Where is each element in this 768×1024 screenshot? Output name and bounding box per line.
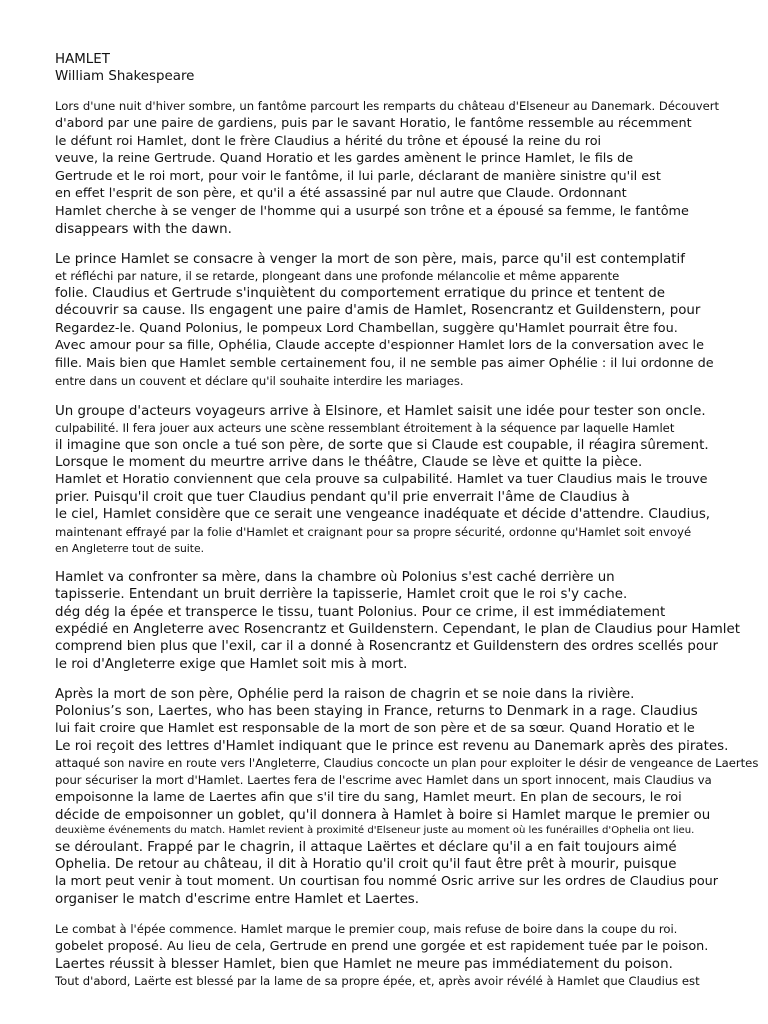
paragraph-line: le roi d'Angleterre exige que Hamlet soit mis à mort. — [55, 656, 408, 672]
paragraph-line: Laertes réussit à blesser Hamlet, bien que Hamlet ne meure pas immédiatement du poison. — [55, 956, 673, 972]
paragraph-line: empoisonne la lame de Laertes afin que s'il tire du sang, Hamlet meurt. En plan de secours, le roi — [55, 790, 682, 806]
paragraph — [55, 569, 767, 673]
paragraph-line: Gertrude et le roi mort, pour voir le fantôme, il lui parle, déclarant de manière sinistre qu'il est — [55, 168, 661, 184]
paragraph-line: Hamlet cherche à se venger de l'homme qui a usurpé son trône et a épousé sa femme, le fantôme — [55, 203, 689, 219]
paragraph — [55, 251, 767, 390]
paragraph-line: Tout d'abord, Laërte est blessé par la lame de sa propre épée, et, après avoir révélé à Hamlet que Claudius est — [55, 974, 700, 989]
paragraph-line: Lorsque le moment du meurtre arrive dans le théâtre, Claude se lève et quitte la pièce. — [55, 455, 643, 471]
paragraph-line: le ciel, Hamlet considère que ce serait une vengeance inadéquate et décide d'attendre. Claudius, — [55, 507, 711, 523]
paragraph-line: et réfléchi par nature, il se retarde, plongeant dans une profonde mélancolie et même apparente — [55, 269, 620, 284]
paragraph-line: organiser le match d'escrime entre Hamlet et Laertes. — [55, 891, 420, 907]
paragraph-line: Après la mort de son père, Ophélie perd la raison de chagrin et se noie dans la rivière. — [55, 686, 635, 702]
paragraph-line: dég dég la épée et transperce le tissu, tuant Polonius. Pour ce crime, il est immédiatement — [55, 604, 666, 620]
paragraph-line: deuxième événements du match. Hamlet revient à proximité d'Elseneur juste au moment où les funérailles d'Ophelia ont lieu. — [55, 825, 695, 837]
paragraph-line: comprend bien plus que l'exil, car il a donné à Rosencrantz et Guildenstern des ordres scellés pour — [55, 639, 719, 655]
paragraph-line: fille. Mais bien que Hamlet semble certainement fou, il ne semble pas aimer Ophélie : il lui ordonne de — [55, 355, 714, 371]
paragraph-line: entre dans un couvent et déclare qu'il souhaite interdire les mariages. — [55, 373, 464, 388]
document-body — [55, 98, 767, 990]
paragraph-line: gobelet proposé. Au lieu de cela, Gertrude en prend une gorgée et est rapidement tuée par le poison. — [55, 939, 709, 955]
paragraph-line: le défunt roi Hamlet, dont le frère Claudius a hérité du trône et épousé la reine du roi — [55, 133, 602, 149]
paragraph-line: Avec amour pour sa fille, Ophélia, Claude accepte d'espionner Hamlet lors de la conversation avec le — [55, 338, 704, 354]
paragraph-line: pour sécuriser la mort d'Hamlet. Laertes fera de l'escrime avec Hamlet dans un sport innocent, mais Claudius va — [55, 773, 712, 788]
paragraph-line: Le prince Hamlet se consacre à venger la mort de son père, mais, parce qu'il est contemplatif — [55, 251, 685, 267]
paragraph-line: Hamlet va confronter sa mère, dans la chambre où Polonius s'est caché derrière un — [55, 570, 615, 586]
paragraph-line: se déroulant. Frappé par le chagrin, il attaque Laërtes et déclare qu'il a en fait toujours aimé — [55, 839, 677, 855]
paragraph-line: veuve, la reine Gertrude. Quand Horatio et les gardes amènent le prince Hamlet, le fils de — [55, 151, 634, 167]
paragraph-line: culpabilité. Il fera jouer aux acteurs une scène ressemblant étroitement à la séquence par laquelle Hamlet — [55, 420, 675, 435]
paragraph — [55, 686, 767, 908]
paragraph — [55, 403, 767, 557]
paragraph-line: attaqué son navire en route vers l'Angleterre, Claudius concocte un plan pour exploiter le désir de vengeance de Laertes — [55, 756, 759, 771]
paragraph-line: tapisserie. Entendant un bruit derrière la tapisserie, Hamlet croit que le roi s'y cache. — [55, 587, 628, 603]
paragraph-line: Lors d'une nuit d'hiver sombre, un fantôme parcourt les remparts du château d'Elseneur au Danemark. Découvert — [55, 99, 720, 113]
paragraph-line: disappears with the dawn. — [55, 221, 232, 237]
paragraph-line: Regardez-le. Quand Polonius, le pompeux Lord Chambellan, suggère qu'Hamlet pourrait être fou. — [55, 320, 678, 336]
paragraph-line: d'abord par une paire de gardiens, puis par le savant Horatio, le fantôme ressemble au récemment — [55, 116, 692, 131]
document-header — [55, 51, 767, 85]
paragraph-line: Le roi reçoit des lettres d'Hamlet indiquant que le prince est revenu au Danemark après des pirates. — [55, 739, 729, 755]
paragraph-line: Le combat à l'épée commence. Hamlet marque le premier coup, mais refuse de boire dans la coupe du roi. — [55, 922, 678, 937]
document-title: HAMLET — [55, 52, 110, 67]
paragraph-line: lui fait croire que Hamlet est responsable de la mort de son père et de sa sœur. Quand Horatio et le — [55, 721, 695, 737]
paragraph-line: en effet l'esprit de son père, et qu'il a été assassiné par nul autre que Claude. Ordonnant — [55, 186, 627, 202]
document-page — [55, 51, 767, 1003]
paragraph-line: Ophelia. De retour au château, il dit à Horatio qu'il croit qu'il faut être prêt à mourir, puisque — [55, 857, 677, 873]
paragraph — [55, 921, 767, 990]
paragraph-line: maintenant effrayé par la folie d'Hamlet et craignant pour sa propre sécurité, ordonne qu'Hamlet soit envoyé — [55, 524, 692, 539]
paragraph-line: prier. Puisqu'il croit que tuer Claudius pendant qu'il prie enverrait l'âme de Claudius à — [55, 490, 630, 506]
paragraph-line: découvrir sa cause. Ils engagent une paire d'amis de Hamlet, Rosencrantz et Guildenstern, pour — [55, 303, 701, 319]
paragraph-line: la mort peut venir à tout moment. Un courtisan fou nommé Osric arrive sur les ordres de Claudius pour — [55, 874, 719, 890]
paragraph-line: folie. Claudius et Gertrude s'inquiètent du comportement erratique du prince et tentent de — [55, 286, 665, 302]
paragraph-line: Polonius’s son, Laertes, who has been staying in France, returns to Denmark in a rage. Claudius — [55, 704, 698, 720]
paragraph — [55, 98, 767, 238]
paragraph-line: expédié en Angleterre avec Rosencrantz et Guildenstern. Cependant, le plan de Claudius pour Hamlet — [55, 622, 740, 637]
paragraph-line: Un groupe d'acteurs voyageurs arrive à Elsinore, et Hamlet saisit une idée pour tester son oncle. — [55, 403, 706, 419]
paragraph-line: décide de empoisonner un goblet, qu'il donnera à Hamlet à boire si Hamlet marque le premier ou — [55, 807, 711, 823]
paragraph-line: il imagine que son oncle a tué son père, de sorte que si Claude est coupable, il réagira sûrement. — [55, 437, 709, 453]
paragraph-line: Hamlet et Horatio conviennent que cela prouve sa culpabilité. Hamlet va tuer Claudius mais le trouve — [55, 472, 708, 488]
paragraph-line: en Angleterre tout de suite. — [55, 541, 205, 555]
document-author: William Shakespeare — [55, 69, 195, 84]
